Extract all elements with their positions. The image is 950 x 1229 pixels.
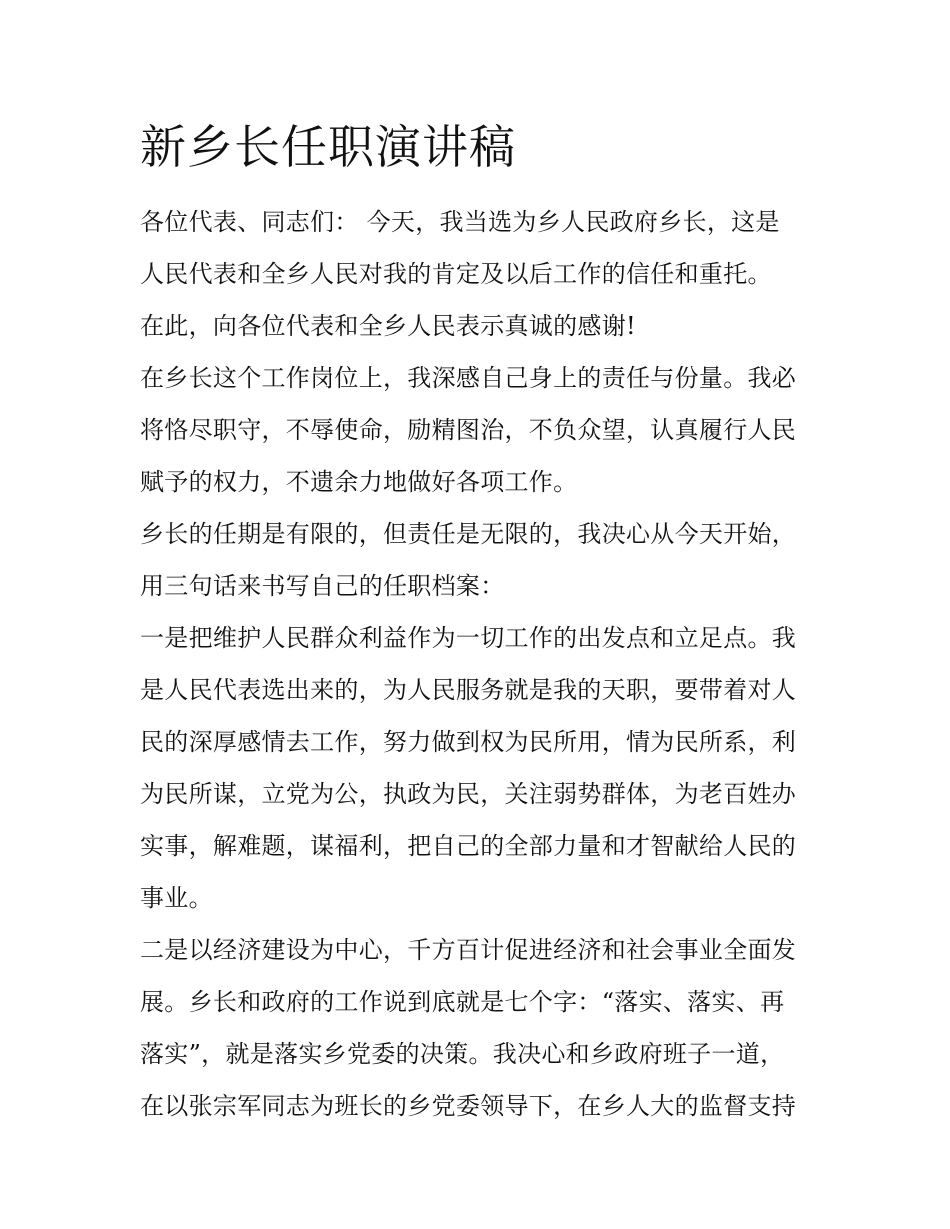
text-line: 在以张宗军同志为班长的乡党委领导下，在乡人大的监督支持: [140, 1092, 797, 1120]
text-line: 在乡长这个工作岗位上，我深感自己身上的责任与份量。我必: [140, 364, 797, 392]
text-line: 用三句话来书写自己的任职档案：: [140, 572, 505, 600]
text-line: 二是以经济建设为中心，千方百计促进经济和社会事业全面发: [140, 936, 797, 964]
text-line: 乡长的任期是有限的，但责任是无限的，我决心从今天开始，: [140, 520, 797, 548]
text-line: 将恪尽职守，不辱使命，励精图治，不负众望，认真履行人民: [140, 416, 797, 444]
text-line: 民的深厚感情去工作，努力做到权为民所用，情为民所系，利: [140, 728, 797, 756]
document-body: [140, 196, 820, 1132]
text-line: 事业。: [140, 884, 213, 912]
text-line: 各位代表、同志们： 今天，我当选为乡人民政府乡长，这是: [140, 208, 780, 236]
text-line: 一是把维护人民群众利益作为一切工作的出发点和立足点。我: [140, 624, 797, 652]
text-line: 实事，解难题，谋福利，把自己的全部力量和才智献给人民的: [140, 832, 797, 860]
text-line: 是人民代表选出来的，为人民服务就是我的天职，要带着对人: [140, 676, 797, 704]
text-line: 人民代表和全乡人民对我的肯定及以后工作的信任和重托。: [140, 260, 772, 288]
document-title: 新乡长任职演讲稿: [140, 120, 516, 174]
text-line: 在此，向各位代表和全乡人民表示真诚的感谢!: [140, 312, 636, 340]
text-line: 为民所谋，立党为公，执政为民，关注弱势群体，为老百姓办: [140, 780, 797, 808]
text-line: 展。乡长和政府的工作说到底就是七个字：“落实、落实、再: [140, 988, 785, 1016]
text-line: 赋予的权力，不遗余力地做好各项工作。: [140, 468, 578, 496]
text-line: 落实”，就是落实乡党委的决策。我决心和乡政府班子一道，: [140, 1040, 785, 1068]
